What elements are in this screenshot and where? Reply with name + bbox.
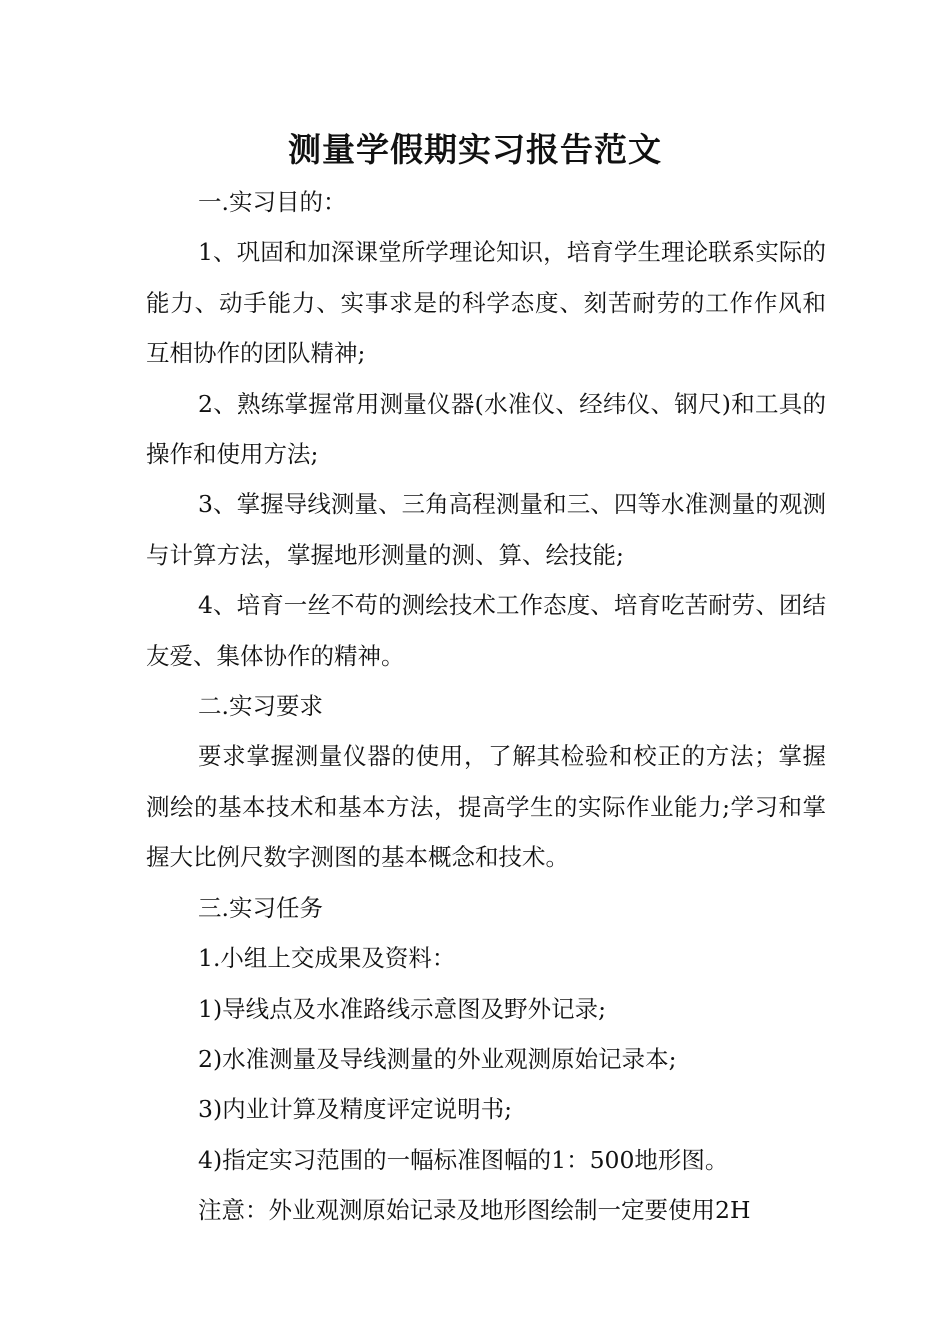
paragraph-purpose-1: 1、巩固和加深课堂所学理论知识，培育学生理论联系实际的能力、动手能力、实事求是的科学态度、刻苦耐劳的工作作风和互相协作的团队精神;: [146, 238, 826, 368]
paragraph-task-submission: 1.小组上交成果及资料：: [198, 944, 456, 973]
list-item-3: 3)内业计算及精度评定说明书;: [198, 1095, 513, 1124]
section-heading-requirements: 二.实习要求: [198, 692, 323, 721]
document-title: 测量学假期实习报告范文: [288, 130, 662, 169]
paragraph-purpose-4: 4、培育一丝不苟的测绘技术工作态度、培育吃苦耐劳、团结友爱、集体协作的精神。: [146, 591, 826, 670]
list-item-2: 2)水准测量及导线测量的外业观测原始记录本;: [198, 1044, 677, 1073]
list-item-1: 1)导线点及水准路线示意图及野外记录;: [198, 994, 607, 1023]
section-heading-tasks: 三.实习任务: [198, 893, 323, 922]
document-body: [146, 177, 826, 1236]
paragraph-purpose-3: 3、掌握导线测量、三角高程测量和三、四等水准测量的观测与计算方法，掌握地形测量的测、算、绘技能;: [146, 490, 826, 569]
paragraph-purpose-2: 2、熟练掌握常用测量仪器(水准仪、经纬仪、钢尺)和工具的操作和使用方法;: [146, 389, 826, 469]
paragraph-requirements: 要求掌握测量仪器的使用，了解其检验和校正的方法；掌握测绘的基本技术和基本方法，提高学生的实际作业能力;学习和掌握大比例尺数字测图的基本概念和技术。: [146, 742, 826, 872]
paragraph-note: 注意：外业观测原始记录及地形图绘制一定要使用2H: [198, 1196, 751, 1225]
section-heading-purpose: 一.实习目的：: [198, 188, 347, 216]
list-item-4: 4)指定实习范围的一幅标准图幅的1：500地形图。: [198, 1145, 729, 1174]
